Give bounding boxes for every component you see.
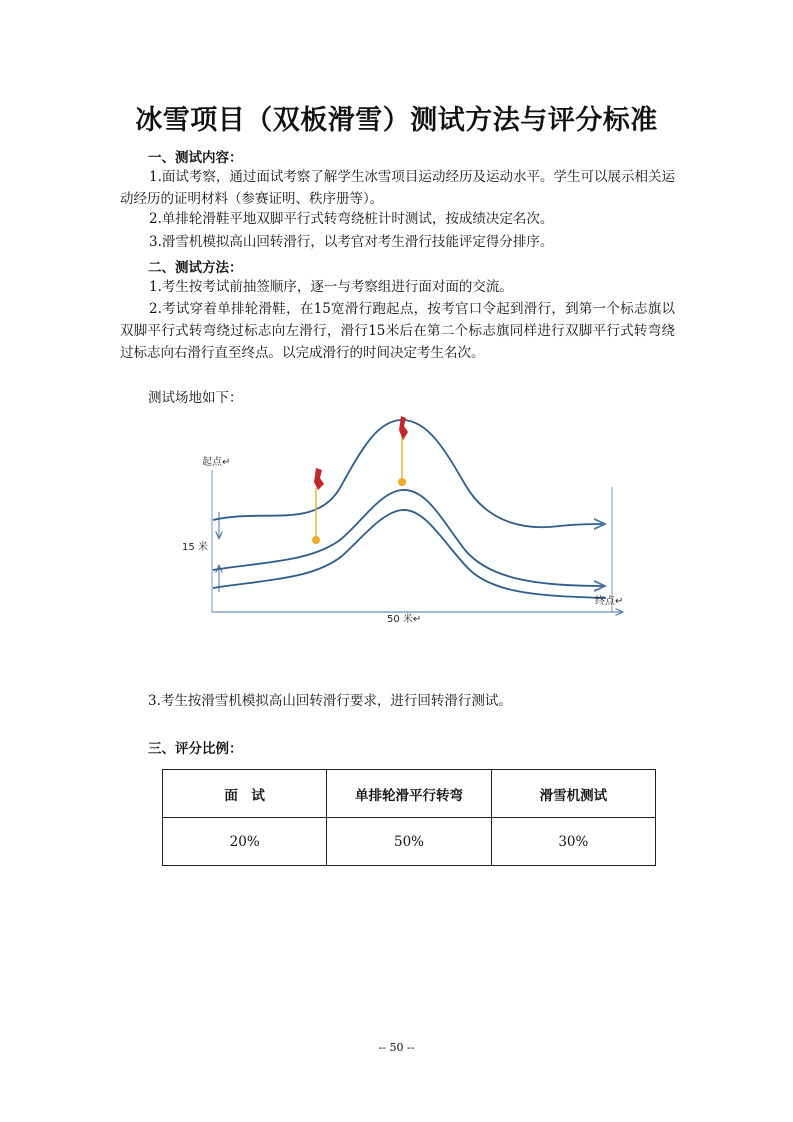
width-label: 15 米	[182, 542, 208, 553]
section-heading-method: 二、测试方法：	[148, 260, 243, 276]
page-number: -- 50 --	[378, 1041, 415, 1054]
value-interview: 20%	[163, 818, 327, 866]
ski-path-inner	[213, 510, 606, 598]
page-title: 冰雪项目（双板滑雪）测试方法与评分标准	[135, 105, 658, 136]
section-heading-content: 一、测试内容：	[148, 150, 243, 166]
paragraph-content-3: 3.滑雪机模拟高山回转滑行，以考官对考生滑行技能评定得分排序。	[149, 234, 554, 250]
header-ski-machine: 滑雪机测试	[491, 770, 655, 818]
paragraph-method-1: 1.考生按考试前抽签顺序，逐一与考察组进行面对面的交流。	[149, 279, 513, 295]
value-ski-machine: 30%	[491, 818, 655, 866]
table-header-row	[163, 770, 656, 818]
header-interview: 面 试	[163, 770, 327, 818]
ski-path-middle	[213, 490, 604, 586]
table-row	[163, 818, 656, 866]
start-label: 起点↵	[202, 457, 231, 468]
header-inline-skate: 单排轮滑平行转弯	[327, 770, 491, 818]
section-heading-ratio: 三、评分比例：	[148, 741, 243, 757]
end-label: 终点↵	[595, 596, 624, 607]
value-inline-skate: 50%	[327, 818, 491, 866]
paragraph-method-2: 2.考试穿着单排轮滑鞋，在15宽滑行跑起点，按考官口令起到滑行，到第一个标志旗以双脚平行式转弯绕过标志向左滑行，滑行15米后在第二个标志旗同样进行双脚平行式转弯绕过标志向右滑行直至终点。以完成滑行的时间决定考生名次。	[120, 301, 675, 361]
paragraph-content-2: 2.单排轮滑鞋平地双脚平行式转弯绕桩计时测试，按成绩决定名次。	[149, 211, 554, 227]
field-caption: 测试场地如下：	[148, 390, 243, 406]
score-ratio-table	[162, 769, 656, 866]
paragraph-content-1: 1.面试考察，通过面试考察了解学生冰雪项目运动经历及运动水平。学生可以展示相关运动经历的证明材料（参赛证明、秩序册等）。	[120, 169, 675, 207]
flag-icon-second	[398, 416, 408, 486]
length-label: 50 米↵	[387, 614, 422, 625]
paragraph-method-3: 3.考生按滑雪机模拟高山回转滑行要求，进行回转滑行测试。	[148, 693, 512, 709]
